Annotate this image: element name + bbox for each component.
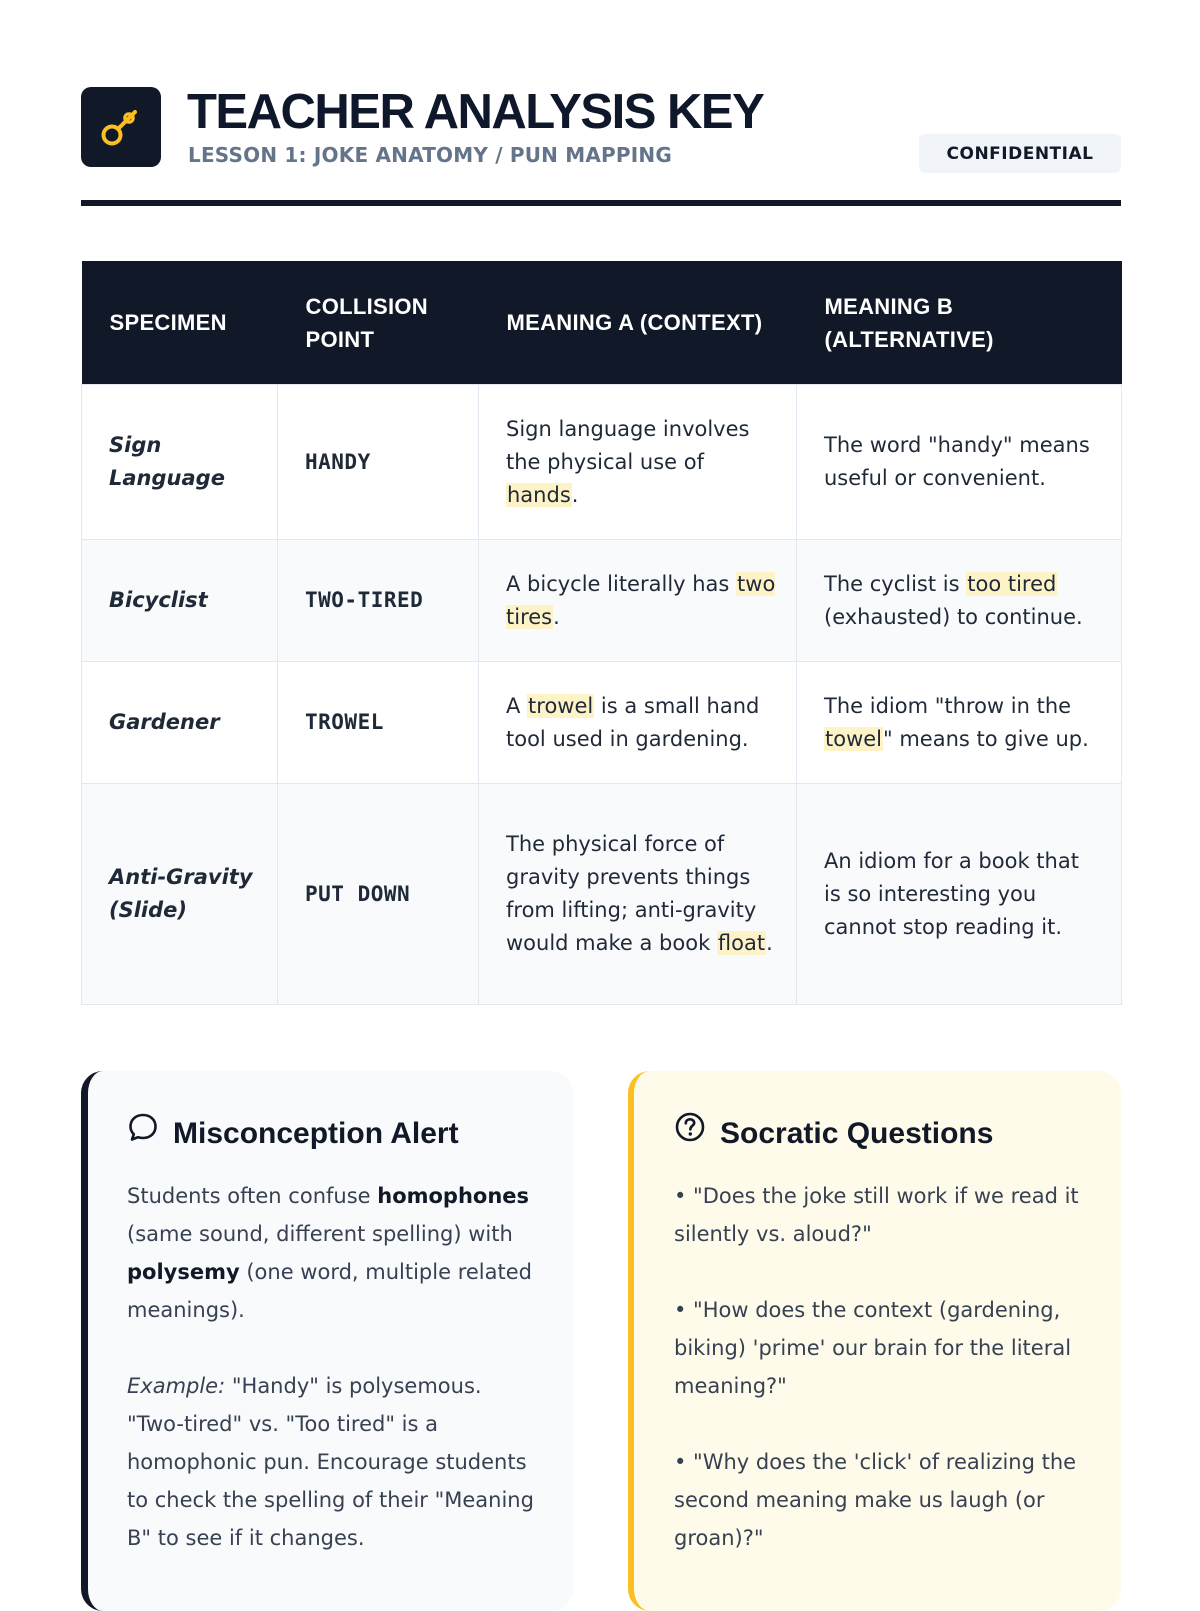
socratic-question: • "Does the joke still work if we read it silently vs. aloud?" — [674, 1184, 1079, 1246]
speech-bubble-icon — [127, 1111, 159, 1157]
meaning-b-cell: The cyclist is too tired (exhausted) to continue. — [797, 540, 1122, 662]
collision-point-cell: TWO-TIRED — [278, 540, 479, 662]
collision-point-cell: HANDY — [278, 385, 479, 540]
misconception-alert-heading: Misconception Alert — [127, 1111, 539, 1157]
specimen-cell: Bicyclist — [82, 540, 278, 662]
specimen-cell: Sign Language — [82, 385, 278, 540]
meaning-a-cell: Sign language involves the physical use of hands. — [479, 385, 797, 540]
specimen-cell: Gardener — [82, 662, 278, 784]
key-icon — [81, 87, 161, 167]
page — [81, 0, 1121, 1550]
table-row — [82, 784, 1122, 1005]
socratic-questions-panel — [628, 1071, 1121, 1611]
analysis-table — [81, 261, 1122, 1005]
column-header-meaning-b: MEANING B (ALTERNATIVE) — [797, 261, 1122, 385]
table-row — [82, 540, 1122, 662]
page-title: TEACHER ANALYSIS KEY — [187, 85, 764, 139]
highlight: float — [717, 931, 766, 955]
highlight: towel — [825, 726, 883, 751]
meaning-b-cell: The idiom "throw in the towel" means to give up. — [797, 662, 1122, 784]
meaning-b-cell: The word "handy" means useful or convenient. — [797, 385, 1122, 540]
table-row — [82, 662, 1122, 784]
highlight: trowel — [528, 693, 594, 718]
highlight: too tired — [967, 571, 1057, 596]
collision-point-cell: PUT DOWN — [278, 784, 479, 1005]
page-subtitle: LESSON 1: JOKE ANATOMY / PUN MAPPING — [188, 143, 672, 167]
confidential-badge: CONFIDENTIAL — [919, 134, 1121, 173]
column-header-meaning-a: MEANING A (CONTEXT) — [479, 261, 797, 385]
socratic-question: • "Why does the 'click' of realizing the second meaning make us laugh (or groan)?" — [674, 1450, 1077, 1550]
meaning-a-cell: A trowel is a small hand tool used in gardening. — [479, 662, 797, 784]
collision-point-cell: TROWEL — [278, 662, 479, 784]
header-divider — [81, 200, 1121, 206]
misconception-alert-panel — [81, 1071, 573, 1611]
misconception-paragraph: Students often confuse homophones (same sound, different spelling) with polysemy (one word, multiple related meanings). — [127, 1184, 532, 1322]
highlight: hands — [507, 482, 571, 507]
table-header-row — [82, 261, 1122, 385]
highlight: two tires — [506, 571, 776, 629]
table-row — [82, 385, 1122, 540]
column-header-specimen: SPECIMEN — [82, 261, 278, 385]
meaning-a-cell: The physical force of gravity prevents things from lifting; anti-gravity would make a book float. — [479, 784, 797, 1005]
question-circle-icon — [674, 1111, 706, 1157]
header — [81, 0, 1121, 206]
socratic-question: • "How does the context (gardening, biking) 'prime' our brain for the literal meaning?" — [674, 1298, 1072, 1398]
column-header-collision-point: COLLISION POINT — [278, 261, 479, 385]
misconception-example: Example: "Handy" is polysemous. "Two-tired" vs. "Too tired" is a homophonic pun. Encourage students to check the spelling of their "Meaning B" to see if it changes. — [127, 1374, 534, 1550]
specimen-cell: Anti-Gravity (Slide) — [82, 784, 278, 1005]
meaning-a-cell: A bicycle literally has two tires. — [479, 540, 797, 662]
socratic-questions-heading: Socratic Questions — [674, 1111, 1087, 1157]
meaning-b-cell: An idiom for a book that is so interesting you cannot stop reading it. — [797, 784, 1122, 1005]
